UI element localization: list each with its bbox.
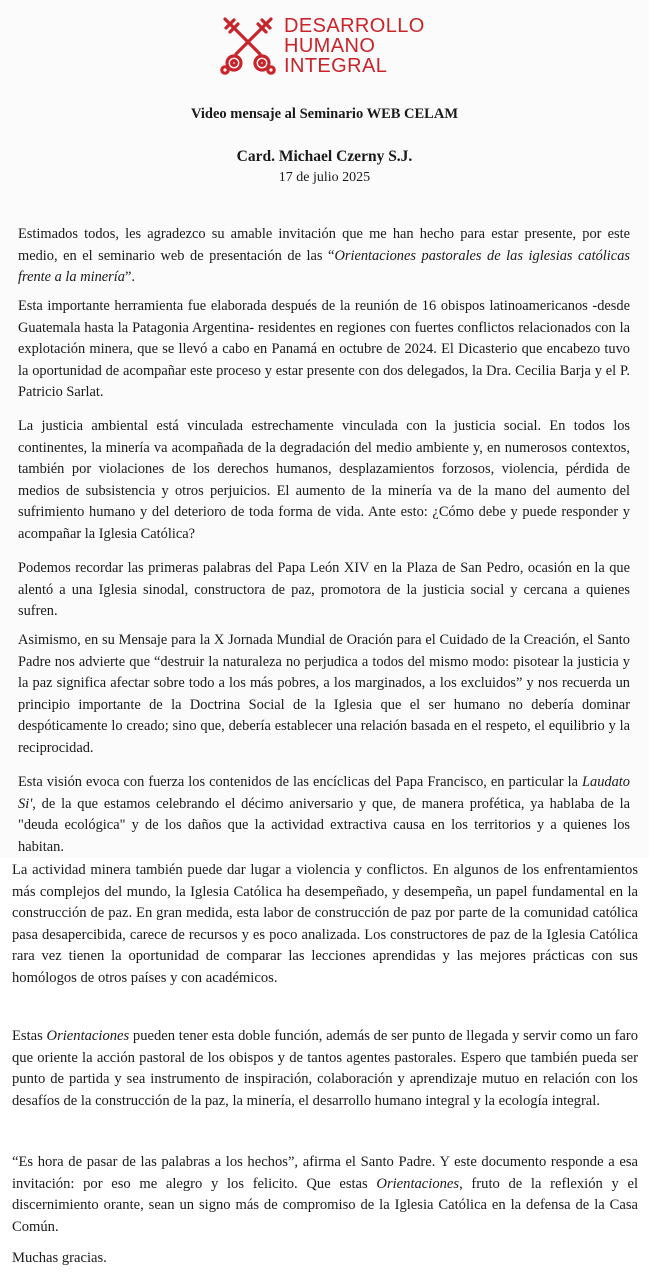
logo-line-3: INTEGRAL	[284, 55, 388, 77]
dicastery-logo	[220, 14, 425, 80]
paragraph-pope-leo: Podemos recordar las primeras palabras del Papa León XIV en la Plaza de San Pedro, ocasión en la que alentó a una Iglesia sinodal, constructora de paz, promotora de la justicia social y cercana a quienes sufren.	[18, 560, 630, 619]
paragraph-closing: Muchas gracias.	[12, 1250, 107, 1266]
paragraph-tool: Esta importante herramienta fue elaborada después de la reunión de 16 obispos latinoamericanos -desde Guatemala hasta la Patagonia Argentina- residentes en regiones con fuertes conflictos relacionados con la explotación minera, que se llevó a cabo en Panamá en octubre de 2024. El Dicasterio que encabezo tuvo la oportunidad de acompañar este proceso y estar presente con dos delegados, la Dra. Cecilia Barja y el P. Patricio Sarlat.	[18, 298, 630, 400]
paragraph-mining-conflicts: La actividad minera también puede dar lugar a violencia y conflictos. En algunos de los enfrentamientos más complejos del mundo, la Iglesia Católica ha desempeñado, y desempeña, un papel fundamental en la construcción de paz. En gran medida, esta labor de construcción de paz por parte de la comunidad católica pasa desapercibida, carece de recursos y es poco analizada. Los constructores de paz de la Iglesia Católica rara vez tienen la oportunidad de comparar las lecciones aprendidas y las mejores prácticas con sus homólogos de otros países y con académicos.	[12, 862, 638, 986]
document-date: 17 de julio 2025	[278, 170, 371, 185]
paragraph-words-to-deeds: “Es hora de pasar de las palabras a los hechos”, afirma el Santo Padre. Y este documento responde a esa invitación: por eso me alegro y los felicito. Que estas Orientaciones, fruto de la reflexión y el discernimiento orante, sean un signo más de compromiso de la Iglesia Católica en la defensa de la Casa Común.	[12, 1154, 638, 1235]
logo-line-1: DESARROLLO	[284, 15, 425, 37]
paragraph-orientaciones: Estas Orientaciones pueden tener esta doble función, además de ser punto de llegada y servir como un faro que oriente la acción pastoral de los obispos y de tantos agentes pastorales. Espero que también pueda ser punto de partida y sea instrumento de inspiración, colaboración y aprendizaje mutuo en relación con los desafíos de la construcción de la paz, la minería, el desarrollo humano integral y la ecología integral.	[12, 1028, 638, 1109]
crossed-keys-icon	[220, 14, 276, 76]
logo-line-2: HUMANO	[284, 35, 376, 57]
paragraph-laudato-si: Esta visión evoca con fuerza los contenidos de las encíclicas del Papa Francisco, en particular la Laudato Si', de la que estamos celebrando el décimo aniversario y que, de manera profética, ya hablaba de la "deuda ecológica" y de los daños que la actividad extractiva causa en los territorios y a quienes los habitan.	[18, 774, 630, 855]
paragraph-justice: La justicia ambiental está vinculada estrechamente vinculada con la justicia social. En todos los continentes, la minería va acompañada de la degradación del medio ambiente y, en numerosos contextos, también por violaciones de los derechos humanos, desplazamientos forzosos, violencia, pérdida de medios de subsistencia y otros perjuicios. El aumento de la minería va de la mano del aumento del sufrimiento humano y del deterioro de toda forma de vida. Ante esto: ¿Cómo debe y puede responder y acompañar la Iglesia Católica?	[18, 418, 630, 542]
document-title: Video mensaje al Seminario WEB CELAM	[190, 106, 459, 122]
lower-page-section	[0, 860, 649, 1280]
paragraph-creation-message: Asimismo, en su Mensaje para la X Jornada Mundial de Oración para el Cuidado de la Creación, el Santo Padre nos advierte que “destruir la naturaleza no perjudica a todos del mismo modo: pisotear la justicia y la paz significa afectar sobre todo a los más pobres, a los marginados, a los excluidos” y nos recuerda un principio importante de la Doctrina Social de la Iglesia que el ser humano no debería dominar despóticamente lo creado; sino que, debería establecer una relación basada en el respeto, el equilibrio y la reciprocidad.	[18, 632, 630, 756]
document-author: Card. Michael Czerny S.J.	[236, 148, 413, 165]
paragraph-greeting: Estimados todos, les agradezco su amable invitación que me han hecho para estar presente, por este medio, en el seminario web de presentación de las “Orientaciones pastorales de las iglesias católicas frente a la minería”.	[18, 226, 630, 285]
logo-wordmark	[284, 16, 425, 76]
